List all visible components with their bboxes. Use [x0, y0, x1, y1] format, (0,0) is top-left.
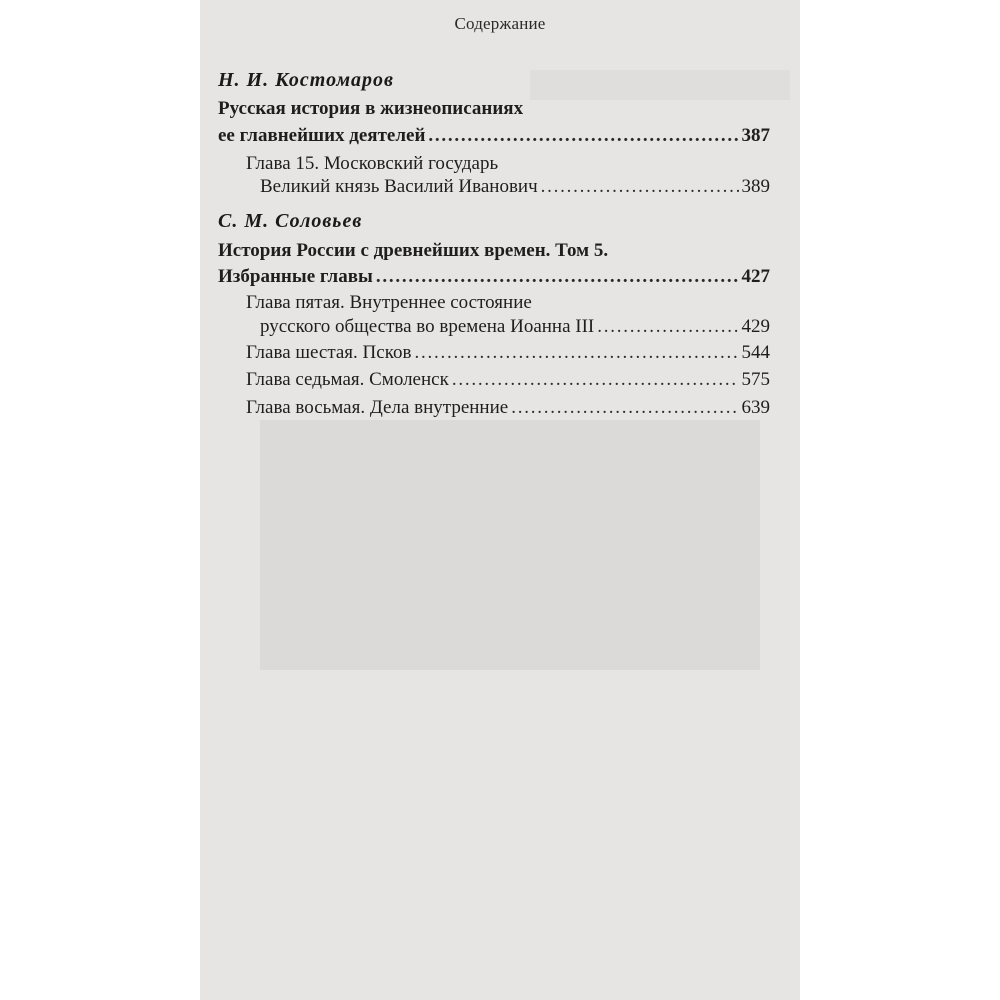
toc-page-number: 427	[741, 266, 770, 287]
toc-entry[interactable]	[246, 369, 770, 391]
toc-leader-dots	[597, 316, 738, 338]
toc-page-number: 389	[741, 176, 770, 197]
toc-work-title-line: Русская история в жизнеописаниях	[218, 98, 524, 119]
bleed-through-shade	[260, 420, 760, 670]
page-title: Содержание	[454, 14, 546, 33]
toc-leader-dots	[452, 369, 739, 391]
toc-leader-dots	[376, 266, 739, 288]
toc-entry-title: русского общества во времена Иоанна III	[260, 316, 595, 337]
toc-entry-title: Глава шестая. Псков	[246, 342, 412, 363]
toc-page-number: 387	[741, 125, 770, 146]
toc-work-title-line: История России с древнейших времен. Том 5.	[218, 240, 609, 261]
toc-entry-title: Глава восьмая. Дела внутренние	[246, 397, 509, 418]
toc-entry[interactable]	[246, 342, 770, 364]
author-solovyov: С. М. Соловьев	[218, 210, 363, 232]
toc-page-number: 544	[741, 342, 770, 363]
toc-entry-title: Глава седьмая. Смоленск	[246, 369, 449, 390]
toc-page-number: 639	[741, 397, 770, 418]
toc-entry-title: Избранные главы	[218, 266, 373, 287]
toc-leader-dots	[511, 397, 738, 419]
toc-page-number: 429	[741, 316, 770, 337]
toc-chapter-title-line: Глава 15. Московский государь	[246, 153, 499, 174]
book-page	[200, 0, 800, 1000]
toc-entry-title: Великий князь Василий Иванович	[260, 176, 538, 197]
toc-entry-title: ее главнейших деятелей	[218, 125, 426, 146]
toc-entry[interactable]	[246, 397, 770, 419]
toc-chapter-title-line: Глава пятая. Внутреннее состояние	[246, 292, 532, 313]
toc-entry[interactable]	[218, 266, 770, 288]
toc-entry[interactable]	[260, 176, 770, 198]
toc-page-number: 575	[741, 369, 770, 390]
bleed-through-title	[530, 70, 790, 100]
toc-entry[interactable]	[218, 125, 770, 147]
toc-leader-dots	[541, 176, 739, 198]
author-kostomarov: Н. И. Костомаров	[218, 69, 394, 91]
toc-leader-dots	[428, 125, 738, 147]
toc-leader-dots	[414, 342, 738, 364]
toc-entry[interactable]	[260, 316, 770, 338]
